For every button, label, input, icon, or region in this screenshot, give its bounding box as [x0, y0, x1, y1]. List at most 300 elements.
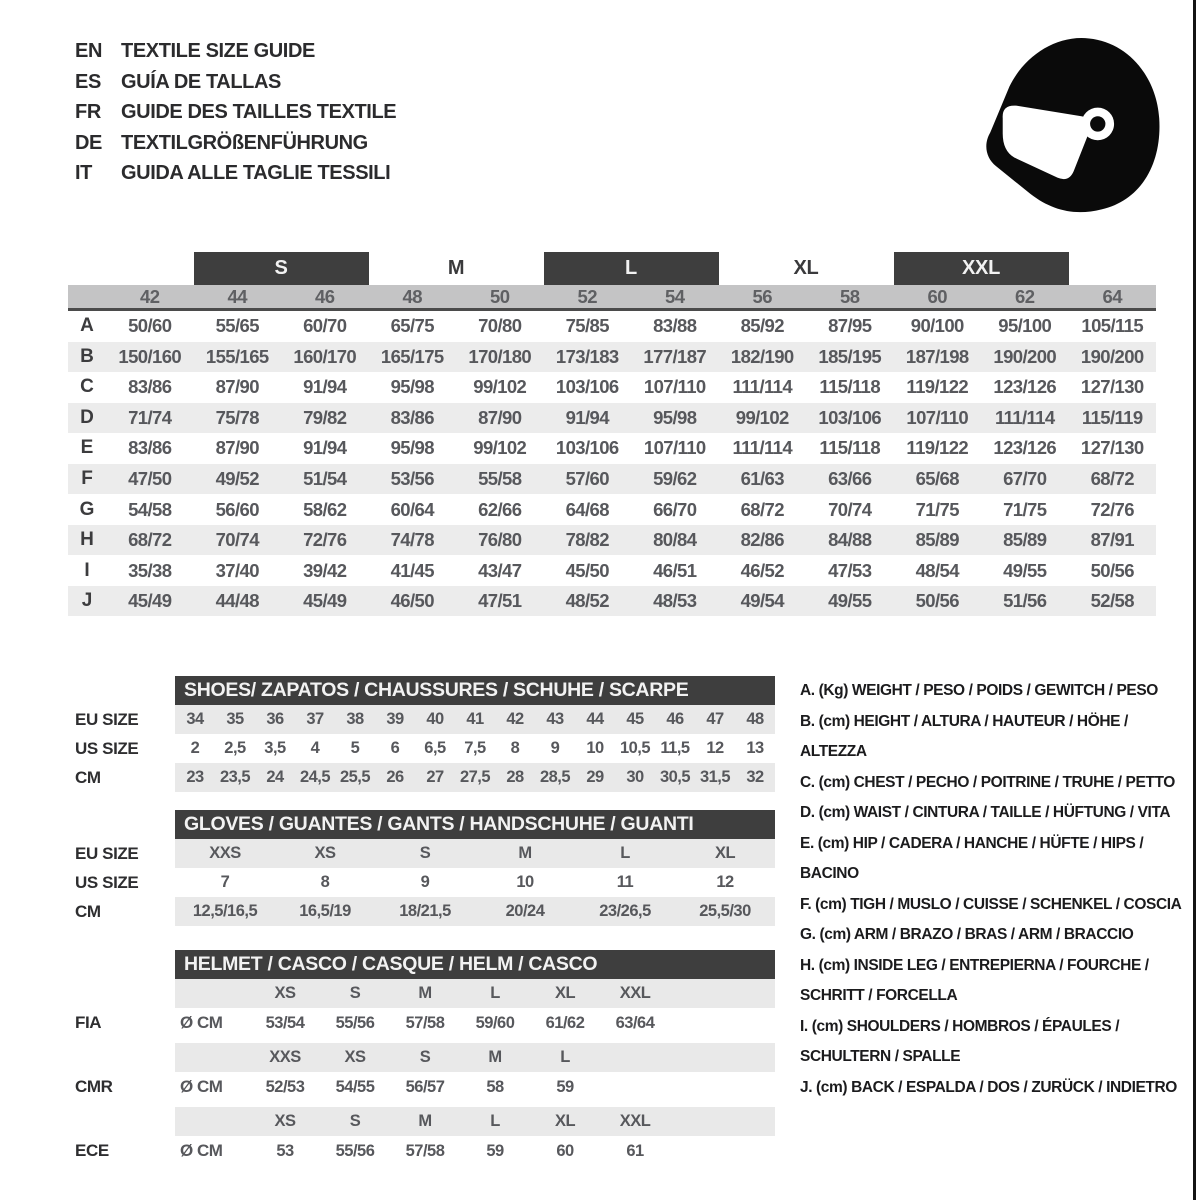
legend-item: J. (cm) BACK / ESPALDA / DOS / ZURÜCK / INDIETRO — [800, 1078, 1177, 1096]
size-value-cell: 47/53 — [828, 559, 872, 581]
size-value-cell: 95/98 — [653, 406, 697, 428]
helmet-values-strip — [175, 1072, 775, 1102]
size-value-cell: 127/130 — [1080, 376, 1144, 398]
measurement-legend — [800, 676, 1192, 1103]
size-value-cell: 170/180 — [468, 345, 532, 367]
language-label: GUIDA ALLE TAGLIE TESSILI — [121, 162, 391, 184]
size-value-cell: 127/130 — [1080, 437, 1144, 459]
size-value-cell: 45/49 — [303, 590, 347, 612]
size-value-cell: 107/110 — [643, 376, 706, 398]
language-code: DE — [75, 131, 102, 154]
language-code: ES — [75, 70, 101, 93]
gloves-strip — [175, 897, 775, 926]
size-value-cell: 50/56 — [915, 590, 959, 612]
value-cell: 10 — [516, 873, 534, 891]
size-value-cell: 48/54 — [915, 559, 959, 581]
value-cell: 41 — [466, 710, 484, 728]
helmet-size-cell: XS — [274, 984, 296, 1002]
size-value-cell: 62/66 — [478, 498, 522, 520]
language-row — [75, 97, 396, 128]
helmet-values-row-fia — [60, 1008, 775, 1038]
helmet-unit-placeholder — [175, 1043, 250, 1072]
helmet-size-cell: S — [419, 1048, 431, 1066]
row-label: US SIZE — [75, 872, 139, 892]
size-value-cell: 107/110 — [906, 406, 969, 428]
size-value-cell: 56/60 — [215, 498, 259, 520]
size-value-cell: 48/52 — [565, 590, 609, 612]
size-value-cell: 70/74 — [215, 529, 259, 551]
size-value-cell: 45/49 — [128, 590, 172, 612]
size-value-cell: 91/94 — [565, 406, 609, 428]
value-cell: 12 — [706, 739, 724, 757]
value-cell: 25,5/30 — [699, 902, 751, 920]
value-cell: 5 — [350, 739, 360, 757]
row-label — [60, 979, 175, 1008]
value-cell: 12 — [716, 873, 734, 891]
size-value-cell: 103/106 — [555, 376, 619, 398]
gloves-strip — [175, 868, 775, 897]
helmet-sizes-strip — [175, 1107, 775, 1136]
value-cell: 7,5 — [464, 739, 486, 757]
size-value-cell: 105/115 — [1081, 315, 1144, 337]
standard-label: ECE — [75, 1141, 109, 1160]
size-value-cell: 49/55 — [1003, 559, 1047, 581]
helmet-sizes-cells — [175, 979, 775, 1008]
row-label: EU SIZE — [75, 709, 139, 729]
size-value-cell: 187/198 — [905, 345, 969, 367]
size-value-cell: 95/100 — [998, 315, 1052, 337]
gloves-strip — [175, 839, 775, 868]
size-value-cell: 84/88 — [828, 529, 872, 551]
value-cell: 43 — [546, 710, 564, 728]
bottom-sections — [60, 676, 775, 1166]
legend-item: F. (cm) TIGH / MUSLO / CUISSE / SCHENKEL / COSCIA — [800, 895, 1182, 913]
size-value-cell: 71/75 — [1003, 498, 1047, 520]
language-row — [75, 67, 396, 98]
measure-row-j — [68, 586, 1156, 617]
helmet-size-cell: XXL — [619, 984, 651, 1002]
size-value-cell: 75/85 — [565, 315, 609, 337]
helmet-sizes-cells — [175, 1043, 775, 1072]
size-value-cell: 55/65 — [215, 315, 259, 337]
size-value-cell: 51/54 — [303, 468, 347, 489]
size-value-cell: 115/119 — [1081, 406, 1143, 428]
helmet-sizes-strip — [175, 979, 775, 1008]
size-value-cell: 111/114 — [732, 376, 793, 398]
gloves-section-title: GLOVES / GUANTES / GANTS / HANDSCHUHE / GUANTI — [175, 810, 775, 839]
size-value-cell: 66/70 — [653, 498, 697, 520]
row-letter: J — [81, 590, 93, 612]
value-cell: 8 — [320, 873, 330, 891]
size-value-cell: 119/122 — [906, 376, 969, 398]
value-cell: 3,5 — [264, 739, 286, 757]
eu-size-corner — [68, 285, 106, 308]
size-value-cell: 65/75 — [390, 315, 434, 337]
size-value-cell: 185/195 — [818, 345, 882, 367]
helmet-size-cell: L — [490, 1112, 500, 1130]
language-list — [75, 36, 396, 189]
value-cell: 44 — [586, 710, 604, 728]
size-value-cell: 85/89 — [915, 529, 959, 551]
value-cell: 13 — [746, 739, 764, 757]
eu-size-header-cell: 54 — [664, 285, 685, 307]
helmet-size-cell: S — [349, 984, 361, 1002]
size-value-cell: 49/55 — [828, 590, 872, 612]
helmet-value-cell: 60 — [556, 1141, 574, 1160]
size-value-cell: 79/82 — [303, 406, 347, 428]
helmet-size-cell: M — [418, 1112, 432, 1130]
value-cell: 2,5 — [224, 739, 246, 757]
helmet-size-cell: XL — [554, 1112, 576, 1130]
size-value-cell: 80/84 — [653, 529, 697, 551]
size-value-cell: 75/78 — [215, 406, 259, 428]
helmet-value-cell: 63/64 — [615, 1013, 655, 1032]
row-letter: H — [80, 529, 94, 551]
helmet-sizes-cells — [175, 1107, 775, 1136]
value-cell: S — [419, 844, 431, 862]
value-cell: 34 — [186, 710, 204, 728]
size-value-cell: 54/58 — [128, 498, 172, 520]
size-value-cell: 60/64 — [390, 498, 434, 520]
value-cell: 28 — [506, 768, 524, 786]
gloves-row — [60, 839, 775, 868]
helmet-size-cell: XS — [344, 1048, 366, 1066]
legend-item: E. (cm) HIP / CADERA / HANCHE / HÜFTE / HIPS / BACINO — [800, 834, 1144, 882]
value-cell: 8 — [510, 739, 520, 757]
eu-size-header-cell: 64 — [1102, 285, 1123, 307]
value-cell: 9 — [550, 739, 560, 757]
size-value-cell: 150/160 — [118, 345, 182, 367]
size-value-cell: 119/122 — [906, 437, 969, 459]
value-cell: 47 — [706, 710, 724, 728]
size-value-cell: 50/60 — [128, 315, 172, 337]
size-value-cell: 51/56 — [1003, 590, 1047, 612]
size-value-cell: 99/102 — [473, 437, 527, 459]
value-cell: 29 — [586, 768, 604, 786]
helmet-value-cell — [600, 1072, 670, 1102]
size-value-cell: 45/50 — [565, 559, 609, 581]
value-cell: 36 — [266, 710, 284, 728]
helmet-unit-label: Ø CM — [180, 1077, 223, 1096]
value-cell: 24 — [266, 768, 284, 786]
size-value-cell: 115/118 — [819, 437, 881, 459]
eu-size-header-cell: 48 — [402, 285, 423, 307]
standard-label: FIA — [75, 1013, 102, 1032]
value-cell: 18/21,5 — [399, 902, 451, 920]
size-value-cell: 68/72 — [128, 529, 172, 551]
size-value-cell: 58/62 — [303, 498, 347, 520]
page-right-border — [1193, 0, 1196, 1200]
size-value-cell: 46/50 — [390, 590, 434, 612]
shoes-strip — [175, 705, 775, 734]
helmet-value-cell: 53/54 — [265, 1013, 305, 1032]
value-cell: 10 — [586, 739, 604, 757]
gloves-section — [60, 810, 775, 926]
visor-pivot-dot — [1090, 116, 1105, 131]
value-cell: 48 — [746, 710, 764, 728]
value-cell: 28,5 — [539, 768, 571, 786]
size-value-cell: 70/80 — [478, 315, 522, 337]
size-value-cell: 83/86 — [128, 376, 172, 398]
legend-item: A. (Kg) WEIGHT / PESO / POIDS / GEWITCH / PESO — [800, 682, 1158, 699]
row-letter: A — [80, 315, 94, 337]
helmet-value-cell: 61/62 — [545, 1013, 585, 1032]
helmet-sizes-row-ece — [60, 1107, 775, 1136]
size-value-cell: 48/53 — [653, 590, 697, 612]
value-cell: XXS — [209, 844, 241, 862]
helmet-size-cell: L — [560, 1048, 570, 1066]
eu-size-header-cell: 42 — [139, 285, 160, 307]
row-letter: F — [81, 468, 93, 489]
helmet-size-cell: S — [349, 1112, 361, 1130]
size-value-cell: 103/106 — [555, 437, 619, 459]
gloves-row — [60, 897, 775, 926]
size-value-cell: 85/92 — [740, 315, 784, 337]
eu-size-header-cell: 46 — [314, 285, 335, 307]
helmet-size-cell: XS — [274, 1112, 296, 1130]
size-value-cell: 60/70 — [303, 315, 347, 337]
value-cell: 27 — [426, 768, 444, 786]
measure-row-a — [68, 311, 1156, 342]
helmet-values-row-cmr — [60, 1072, 775, 1102]
language-label: TEXTILGRÖßENFÜHRUNG — [121, 131, 368, 154]
measure-row-f — [68, 464, 1156, 495]
size-value-cell: 190/200 — [993, 345, 1057, 367]
language-code: EN — [75, 40, 102, 62]
size-value-cell: 57/60 — [565, 468, 609, 489]
measure-row-b — [68, 342, 1156, 373]
size-value-cell: 177/187 — [643, 345, 707, 367]
helmet-value-cell: 52/53 — [265, 1077, 305, 1096]
size-value-cell: 49/52 — [215, 468, 259, 489]
size-value-cell: 173/183 — [555, 345, 619, 367]
size-value-cell: 37/40 — [215, 559, 259, 581]
value-cell: XL — [714, 844, 736, 862]
value-cell: 23,5 — [219, 768, 251, 786]
size-value-cell: 71/75 — [915, 498, 959, 520]
value-cell: 6,5 — [424, 739, 446, 757]
size-value-cell: 44/48 — [215, 590, 259, 612]
size-value-cell: 95/98 — [390, 437, 434, 459]
size-value-cell: 83/88 — [653, 315, 697, 337]
row-letter: E — [80, 437, 94, 459]
helmet-values-cells — [175, 1072, 775, 1102]
legend-item: G. (cm) ARM / BRAZO / BRAS / ARM / BRACCIO — [800, 926, 1134, 943]
value-cell: 2 — [190, 739, 200, 757]
size-value-cell: 47/51 — [478, 590, 522, 612]
value-cell: 31,5 — [699, 768, 731, 786]
eu-size-header-cell: 62 — [1014, 285, 1035, 307]
value-cell: 25,5 — [339, 768, 371, 786]
helmet-sizes-strip — [175, 1043, 775, 1072]
size-value-cell: 90/100 — [910, 315, 964, 337]
legend-item: H. (cm) INSIDE LEG / ENTREPIERNA / FOURCHE / SCHRITT / FORCELLA — [800, 956, 1149, 1004]
size-value-cell: 65/68 — [915, 468, 959, 489]
racing-helmet-icon — [972, 26, 1164, 218]
language-code: FR — [75, 101, 101, 123]
size-value-cell: 111/114 — [732, 437, 793, 459]
value-cell: 26 — [386, 768, 404, 786]
size-band-s: S — [194, 252, 369, 285]
row-label: CM — [75, 901, 101, 921]
row-label: CM — [75, 767, 101, 787]
row-letter: B — [80, 345, 94, 367]
row-letter: C — [80, 376, 94, 398]
value-cell: 11,5 — [660, 739, 690, 757]
size-value-cell: 49/54 — [740, 590, 784, 612]
shoes-strip — [175, 763, 775, 792]
standard-label: CMR — [75, 1077, 113, 1096]
legend-item: B. (cm) HEIGHT / ALTURA / HAUTEUR / HÖHE / ALTEZZA — [800, 712, 1128, 760]
size-band-xxl: XXL — [894, 252, 1069, 285]
helmet-value-cell: 61 — [626, 1141, 644, 1160]
value-cell: 45 — [626, 710, 644, 728]
value-cell: 27,5 — [459, 768, 491, 786]
row-letter: G — [79, 498, 95, 520]
size-value-cell: 155/165 — [205, 345, 269, 367]
shoes-cells — [175, 734, 775, 763]
value-cell: 32 — [746, 768, 764, 786]
value-cell: L — [620, 844, 630, 862]
measure-row-i — [68, 555, 1156, 586]
value-cell: 10,5 — [619, 739, 651, 757]
helmet-unit-placeholder — [175, 979, 250, 1008]
measure-row-e — [68, 433, 1156, 464]
helmet-value-cell: 54/55 — [335, 1077, 375, 1096]
size-band-m: M — [447, 257, 465, 279]
size-value-cell: 70/74 — [828, 498, 872, 520]
value-cell: 24,5 — [299, 768, 331, 786]
language-row — [75, 128, 396, 159]
shoes-cells — [175, 705, 775, 734]
helmet-value-cell: 55/56 — [335, 1141, 375, 1160]
language-label: GUIDE DES TAILLES TEXTILE — [121, 101, 397, 123]
value-cell: 9 — [420, 873, 430, 891]
eu-size-header-cell: 44 — [227, 285, 248, 307]
size-value-cell: 95/98 — [390, 376, 434, 398]
row-label — [60, 1107, 175, 1136]
eu-size-header-cell: 50 — [489, 285, 510, 307]
helmet-sizes-row-cmr — [60, 1043, 775, 1072]
helmet-sizes-row-fia — [60, 979, 775, 1008]
shoes-section — [60, 676, 775, 792]
helmet-value-cell: 53 — [276, 1141, 294, 1160]
gloves-row — [60, 868, 775, 897]
value-cell: 12,5/16,5 — [192, 902, 258, 920]
shoes-row — [60, 763, 775, 792]
eu-size-header-cell: 58 — [839, 285, 860, 307]
value-cell: 20/24 — [505, 902, 545, 920]
size-value-cell: 87/90 — [478, 406, 522, 428]
size-value-cell: 43/47 — [478, 559, 522, 581]
size-value-cell: 82/86 — [740, 529, 784, 551]
eu-size-header-strip — [68, 285, 1156, 311]
size-value-cell: 71/74 — [128, 406, 172, 428]
helmet-section-title: HELMET / CASCO / CASQUE / HELM / CASCO — [175, 950, 775, 979]
value-cell: M — [518, 844, 532, 862]
gloves-cells — [175, 897, 775, 926]
size-value-cell: 64/68 — [565, 498, 609, 520]
helmet-size-cell: L — [490, 984, 500, 1002]
helmet-value-cell: 56/57 — [405, 1077, 445, 1096]
helmet-value-cell: 57/58 — [405, 1141, 445, 1160]
size-value-cell: 91/94 — [303, 437, 347, 459]
helmet-values-strip — [175, 1136, 775, 1166]
eu-size-header-cell: 52 — [577, 285, 598, 307]
value-cell: 37 — [306, 710, 324, 728]
size-value-cell: 39/42 — [303, 559, 347, 581]
size-value-cell: 35/38 — [128, 559, 172, 581]
value-cell: XS — [314, 844, 336, 862]
value-cell: 46 — [666, 710, 684, 728]
measure-row-h — [68, 525, 1156, 556]
row-label — [60, 1043, 175, 1072]
size-value-cell: 67/70 — [1003, 468, 1047, 489]
size-value-cell: 87/95 — [828, 315, 872, 337]
helmet-values-cells — [175, 1008, 775, 1038]
size-value-cell: 99/102 — [735, 406, 789, 428]
size-value-cell: 63/66 — [828, 468, 872, 489]
measure-row-d — [68, 403, 1156, 434]
size-value-cell: 68/72 — [740, 498, 784, 520]
eu-size-header-cell: 56 — [752, 285, 773, 307]
size-bands-row — [68, 252, 1156, 285]
language-code: IT — [75, 162, 92, 184]
helmet-value-cell: 58 — [486, 1077, 504, 1096]
helmet-size-cell: XXS — [269, 1048, 301, 1066]
size-value-cell: 74/78 — [390, 529, 434, 551]
value-cell: 39 — [386, 710, 404, 728]
size-value-cell: 76/80 — [478, 529, 522, 551]
helmet-values-row-ece — [60, 1136, 775, 1166]
size-value-cell: 83/86 — [390, 406, 434, 428]
shoes-strip — [175, 734, 775, 763]
value-cell: 30 — [626, 768, 644, 786]
helmet-values-strip — [175, 1008, 775, 1038]
helmet-size-cell: M — [418, 984, 432, 1002]
helmet-value-cell: 57/58 — [405, 1013, 445, 1032]
legend-item: C. (cm) CHEST / PECHO / POITRINE / TRUHE / PETTO — [800, 773, 1175, 791]
helmet-value-cell: 59 — [556, 1077, 574, 1096]
size-value-cell: 72/76 — [1090, 498, 1134, 520]
size-value-cell: 53/56 — [390, 468, 434, 489]
size-value-cell: 47/50 — [128, 468, 172, 489]
size-value-cell: 52/58 — [1090, 590, 1134, 612]
value-cell: 23 — [186, 768, 204, 786]
row-label: EU SIZE — [75, 843, 139, 863]
row-label: US SIZE — [75, 738, 139, 758]
size-value-cell: 160/170 — [293, 345, 357, 367]
gloves-cells — [175, 868, 775, 897]
helmet-unit-placeholder — [175, 1107, 250, 1136]
value-cell: 16,5/19 — [299, 902, 351, 920]
size-value-cell: 41/45 — [390, 559, 434, 581]
size-value-cell: 103/106 — [818, 406, 882, 428]
size-value-cell: 123/126 — [993, 376, 1057, 398]
size-value-cell: 123/126 — [993, 437, 1057, 459]
value-cell: 40 — [426, 710, 444, 728]
gloves-cells — [175, 839, 775, 868]
size-value-cell: 85/89 — [1003, 529, 1047, 551]
size-value-cell: 68/72 — [1090, 468, 1134, 489]
measure-row-c — [68, 372, 1156, 403]
size-value-cell: 99/102 — [473, 376, 527, 398]
size-value-cell: 115/118 — [819, 376, 881, 398]
size-value-cell: 78/82 — [565, 529, 609, 551]
shoes-cells — [175, 763, 775, 792]
size-value-cell: 50/56 — [1090, 559, 1134, 581]
value-cell: 38 — [346, 710, 364, 728]
